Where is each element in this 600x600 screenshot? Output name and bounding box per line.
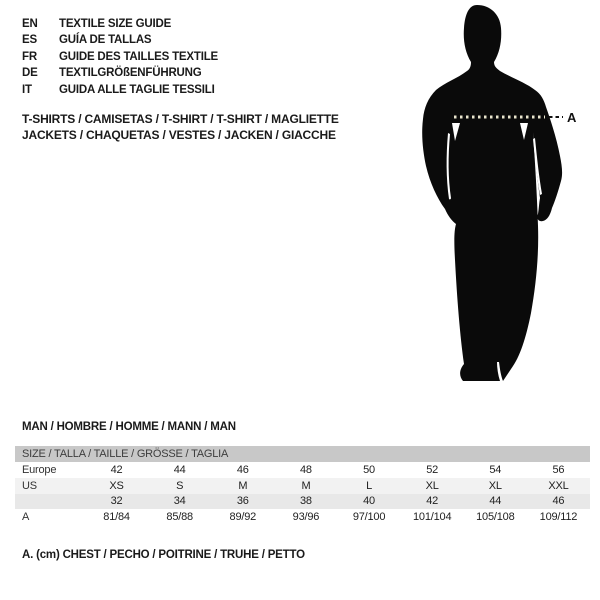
- language-code: EN: [22, 18, 38, 30]
- size-row-numeric: [15, 494, 590, 510]
- category-jackets: JACKETS / CHAQUETAS / VESTES / JACKEN / GIACCHE: [22, 128, 336, 142]
- language-title: GUIDE DES TAILLES TEXTILE: [59, 50, 218, 63]
- section-title-man: MAN / HOMBRE / HOMME / MANN / MAN: [22, 421, 236, 433]
- size-cell: XL: [401, 478, 464, 494]
- size-table: [15, 446, 590, 525]
- size-cell: 36: [211, 494, 274, 510]
- size-cell: 34: [148, 494, 211, 510]
- language-list: [22, 16, 218, 98]
- language-code: DE: [22, 67, 38, 80]
- row-label: Europe: [22, 463, 57, 476]
- size-row-europe: [15, 462, 590, 478]
- language-code: FR: [22, 50, 37, 63]
- size-cell: S: [148, 478, 211, 494]
- size-cell: XXL: [527, 478, 590, 494]
- size-cell: XL: [464, 478, 527, 494]
- category-tshirts: T-SHIRTS / CAMISETAS / T-SHIRT / T-SHIRT / MAGLIETTE: [22, 112, 339, 126]
- size-cell: 38: [274, 494, 337, 510]
- language-row: [22, 16, 218, 32]
- size-table-header: SIZE / TALLA / TAILLE / GRÖSSE / TAGLIA: [15, 446, 590, 462]
- size-row-us: [15, 478, 590, 494]
- language-code: IT: [22, 83, 32, 96]
- language-title: TEXTILE SIZE GUIDE: [59, 18, 172, 30]
- size-cell: 97/100: [352, 511, 386, 524]
- size-cell: 85/88: [166, 511, 193, 524]
- size-cell: 42: [110, 463, 123, 476]
- size-cell: 44: [464, 494, 527, 510]
- size-cell: 101/104: [413, 511, 452, 524]
- size-cell: 48: [300, 463, 312, 476]
- size-cell: 56: [552, 463, 565, 476]
- size-cell: 81/84: [103, 511, 130, 524]
- language-title: GUIDA ALLE TAGLIE TESSILI: [59, 83, 215, 96]
- size-cell: 42: [401, 494, 464, 510]
- size-cell: 46: [236, 463, 249, 476]
- man-silhouette: [400, 0, 600, 400]
- size-cell: 109/112: [539, 511, 578, 524]
- size-cell: 54: [489, 463, 502, 476]
- measure-label-a: A: [567, 110, 577, 125]
- size-cell: 93/96: [292, 511, 320, 524]
- size-cell: 32: [85, 494, 148, 510]
- size-cell: 46: [527, 494, 590, 510]
- measurement-footnote: A. (cm) CHEST / PECHO / POITRINE / TRUHE / PETTO: [22, 549, 305, 561]
- language-row: [22, 82, 218, 98]
- language-row: [22, 49, 218, 65]
- language-title: GUÍA DE TALLAS: [59, 34, 152, 47]
- size-cell: L: [338, 478, 401, 494]
- size-table-header-row: [15, 446, 590, 462]
- row-label: US: [15, 478, 85, 494]
- language-row: [22, 65, 218, 81]
- size-cell: 52: [426, 463, 439, 476]
- row-label: [15, 494, 85, 510]
- size-cell: 50: [363, 463, 375, 476]
- size-cell: 44: [173, 463, 186, 476]
- language-row: [22, 32, 218, 48]
- size-cell: M: [211, 478, 274, 494]
- size-cell: 40: [338, 494, 401, 510]
- size-cell: XS: [85, 478, 148, 494]
- row-label: A: [22, 511, 30, 524]
- size-row-chest: [15, 509, 590, 525]
- size-cell: 89/92: [229, 511, 257, 524]
- language-title: TEXTILGRÖßENFÜHRUNG: [59, 67, 202, 80]
- garment-categories: [22, 111, 339, 143]
- language-code: ES: [22, 34, 37, 47]
- size-cell: M: [274, 478, 337, 494]
- size-cell: 105/108: [476, 511, 515, 524]
